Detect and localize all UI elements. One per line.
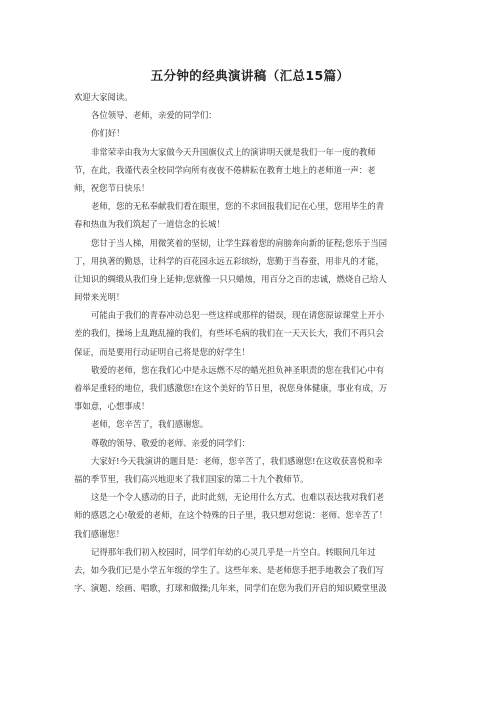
document-title: 五分钟的经典演讲稿（汇总15篇） <box>150 68 350 83</box>
body-line: 师的感恩之心!敬爱的老师，在这个特殊的日子里，我只想对您说：老师、您辛苦了！ <box>74 510 388 521</box>
body-line: 你们好！ <box>91 128 125 139</box>
body-line: 我们感谢您！ <box>74 528 125 539</box>
body-line: 让知识的绸缎从我们身上延伸;您就像一只只蜡烛，用百分之百的忠诚，燃烧自己给人 <box>74 273 387 284</box>
body-line: 事如意，心想事成！ <box>74 401 150 412</box>
body-line: 春和热血为我们筑起了一道信念的长城！ <box>74 219 225 230</box>
body-line: 师，祝您节日快乐！ <box>74 182 150 193</box>
body-line: 去，如今我们已是小学五年级的学生了。这些年来、是老师您手把手地教会了我们写 <box>74 564 384 575</box>
body-line: 间带来光明！ <box>74 292 125 303</box>
body-line: 老师，您辛苦了，我们感谢您。 <box>91 419 209 430</box>
body-line: 着举足重轻的地位，我们感激您!在这个美好的节日里，祝您身体健康，事业有成，万 <box>74 383 388 393</box>
body-line: 可能由于我们的青春冲动总犯一些这样或那样的错误，现在请您原谅课堂上开小 <box>91 310 385 321</box>
body-line: 非常荣幸由我为大家做今天升国旗仪式上的演讲明天就是我们一年一度的教师 <box>91 146 376 157</box>
body-line: 您甘于当人梯，用微笑着的坚韧，让学生踩着您的肩膀奔向新的征程;您乐于当园 <box>91 237 387 248</box>
body-line: 尊敬的领导、敬爱的老师、亲爱的同学们： <box>91 437 251 448</box>
body-line: 老师，您的无私奉献我们看在眼里，您的不求回报我们记在心里，您用毕生的青 <box>91 201 385 212</box>
body-line: 节，在此，我谨代表全校同学向所有夜夜不倦耕耘在教育土地上的老师道一声：老 <box>74 164 376 175</box>
body-line: 欢迎大家阅读。 <box>74 92 133 102</box>
body-line: 丁，用执著的勤恳，让科学的百花园永远五彩缤纷，您勤于当春蚕，用非凡的才能， <box>74 255 384 266</box>
body-line: 保证，而是要用行动证明自己将是您的好学生！ <box>74 346 250 357</box>
body-line: 敬爱的老师，您在我们心中是永远燃不尽的蜡光担负神圣职责的您在我们心中有 <box>91 364 385 375</box>
body-line: 这是一个令人感动的日子，此时此刻，无论用什么方式、也难以表达我对我们老 <box>91 492 385 503</box>
body-line: 大家好!今天我演讲的题目是：老师，您辛苦了，我们感谢您!在这收获喜悦和幸 <box>91 455 383 466</box>
body-line: 福的季节里，我们高兴地迎来了我们国家的第二十九个教师节。 <box>74 473 309 484</box>
body-line: 字、演题、绘画、唱歌，打球和做操;几年来，同学们在您为我们开启的知识殿堂里汲 <box>74 583 387 594</box>
body-line: 差的我们，操场上乱跑乱撞的我们，有些坏毛病的我们在一天天长大，我们不再只会 <box>74 328 384 339</box>
body-line: 记得那年我们初入校园时，同学们年幼的心灵几乎是一片空白。转眼间几年过 <box>91 546 376 557</box>
body-line: 各位领导、老师，亲爱的同学们： <box>91 110 217 121</box>
document-body <box>74 88 428 597</box>
